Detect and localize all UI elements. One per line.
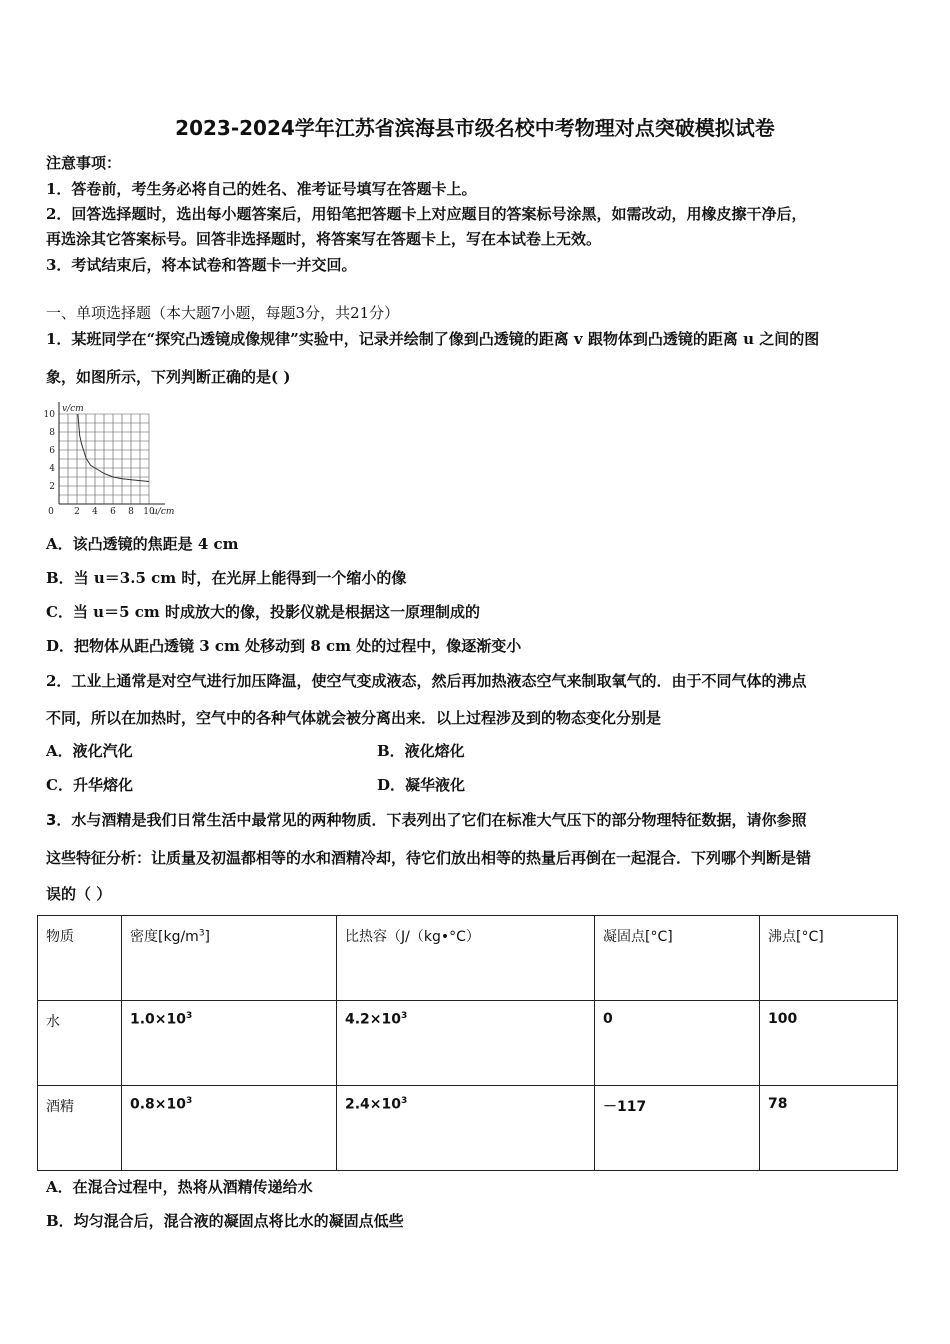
q1-stem: 象，如图所示，下列判断正确的是( ) <box>46 368 291 386</box>
table-header: 比热容（J/（kg•°C） <box>337 916 595 1001</box>
x-tick-label: 8 <box>128 507 134 517</box>
page-title: 2023-2024学年江苏省滨海县市级名校中考物理对点突破模拟试卷 <box>175 116 775 140</box>
table-cell: 100 <box>760 1001 898 1086</box>
table-row <box>38 1001 898 1086</box>
q3-option-a: A．在混合过程中，热将从酒精传递给水 <box>46 1178 313 1196</box>
y-tick-label: 8 <box>49 428 55 438</box>
y-tick-label: 6 <box>49 446 55 456</box>
table-header: 凝固点[°C] <box>595 916 760 1001</box>
q1-option-d: D．把物体从距凸透镜 3 cm 处移动到 8 cm 处的过程中，像逐渐变小 <box>46 637 522 655</box>
y-tick-label: 10 <box>43 410 55 420</box>
q2-option-a: A．液化汽化 <box>46 742 133 760</box>
q2-stem: 2．工业上通常是对空气进行加压降温，使空气变成液态，然后再加热液态空气来制取氧气的．由于不同气体的沸点 <box>46 672 807 690</box>
graph-ticks <box>44 404 175 517</box>
note-item: 2．回答选择题时，选出每小题答案后，用铅笔把答题卡上对应题目的答案标号涂黑，如需改动，用橡皮擦干净后， <box>46 205 807 223</box>
q2-option-d: D．凝华液化 <box>377 776 466 794</box>
origin-label: 0 <box>48 507 54 517</box>
table-cell: 0 <box>595 1001 760 1086</box>
q1-option-a: A．该凸透镜的焦距是 4 cm <box>46 535 239 553</box>
table-header: 密度$[kg/m^3]$ <box>122 916 337 1001</box>
table-cell: $0.8\times 10^3$ <box>122 1086 337 1171</box>
table-header: 沸点[°C] <box>760 916 898 1001</box>
properties-table <box>37 915 898 1171</box>
notes-heading: 注意事项： <box>46 154 122 172</box>
table-cell: 酒精 <box>38 1086 122 1171</box>
q3-stem: 3．水与酒精是我们日常生活中最常见的两种物质．下表列出了它们在标准大气压下的部分物理特征数据，请你参照 <box>46 811 807 829</box>
q2-stem: 不同，所以在加热时，空气中的各种气体就会被分离出来．以上过程涉及到的物态变化分别是 <box>46 709 662 727</box>
q1-option-b: B．当 u＝3.5 cm 时，在光屏上能得到一个缩小的像 <box>46 569 407 587</box>
graph-grid <box>59 414 149 504</box>
q1-graph <box>40 392 190 520</box>
q2-option-b: B．液化熔化 <box>377 742 465 760</box>
y-axis-label: v/cm <box>62 404 84 414</box>
q3-stem: 误的（ ） <box>46 885 112 903</box>
section-heading: 一、单项选择题（本大题7小题，每题3分，共21分） <box>46 304 400 322</box>
x-tick-label: 2 <box>74 507 80 517</box>
y-tick-label: 4 <box>49 464 55 474</box>
table-row <box>38 1086 898 1171</box>
x-axis-label: u/cm <box>152 507 175 517</box>
table-cell: 水 <box>38 1001 122 1086</box>
table-cell: －117 <box>595 1086 760 1171</box>
y-tick-label: 2 <box>49 482 55 492</box>
x-tick-label: 6 <box>110 507 116 517</box>
q1-stem: 1．某班同学在“探究凸透镜成像规律”实验中，记录并绘制了像到凸透镜的距离 v 跟物体到凸透镜的距离 u 之间的图 <box>46 330 820 348</box>
table-cell: $2.4\times 10^3$ <box>337 1086 595 1171</box>
q1-option-c: C．当 u＝5 cm 时成放大的像，投影仪就是根据这一原理制成的 <box>46 603 480 621</box>
x-tick-label: 10 <box>143 507 155 517</box>
note-item: 3．考试结束后，将本试卷和答题卡一并交回。 <box>46 256 357 274</box>
q3-stem: 这些特征分析：让质量及初温都相等的水和酒精冷却，待它们放出相等的热量后再倒在一起混合．下列哪个判断是错 <box>46 849 812 867</box>
note-item: 再选涂其它答案标号。回答非选择题时，将答案写在答题卡上，写在本试卷上无效。 <box>46 230 602 248</box>
table-cell: $1.0\times 10^3$ <box>122 1001 337 1086</box>
q2-option-c: C．升华熔化 <box>46 776 133 794</box>
table-cell: 78 <box>760 1086 898 1171</box>
table-cell: $4.2\times 10^3$ <box>337 1001 595 1086</box>
graph-curve <box>78 414 149 482</box>
table-header: 物质 <box>38 916 122 1001</box>
table-header-row <box>38 916 898 1001</box>
x-tick-label: 4 <box>92 507 98 517</box>
q3-option-b: B．均匀混合后，混合液的凝固点将比水的凝固点低些 <box>46 1212 404 1230</box>
note-item: 1．答卷前，考生务必将自己的姓名、准考证号填写在答题卡上。 <box>46 180 477 198</box>
